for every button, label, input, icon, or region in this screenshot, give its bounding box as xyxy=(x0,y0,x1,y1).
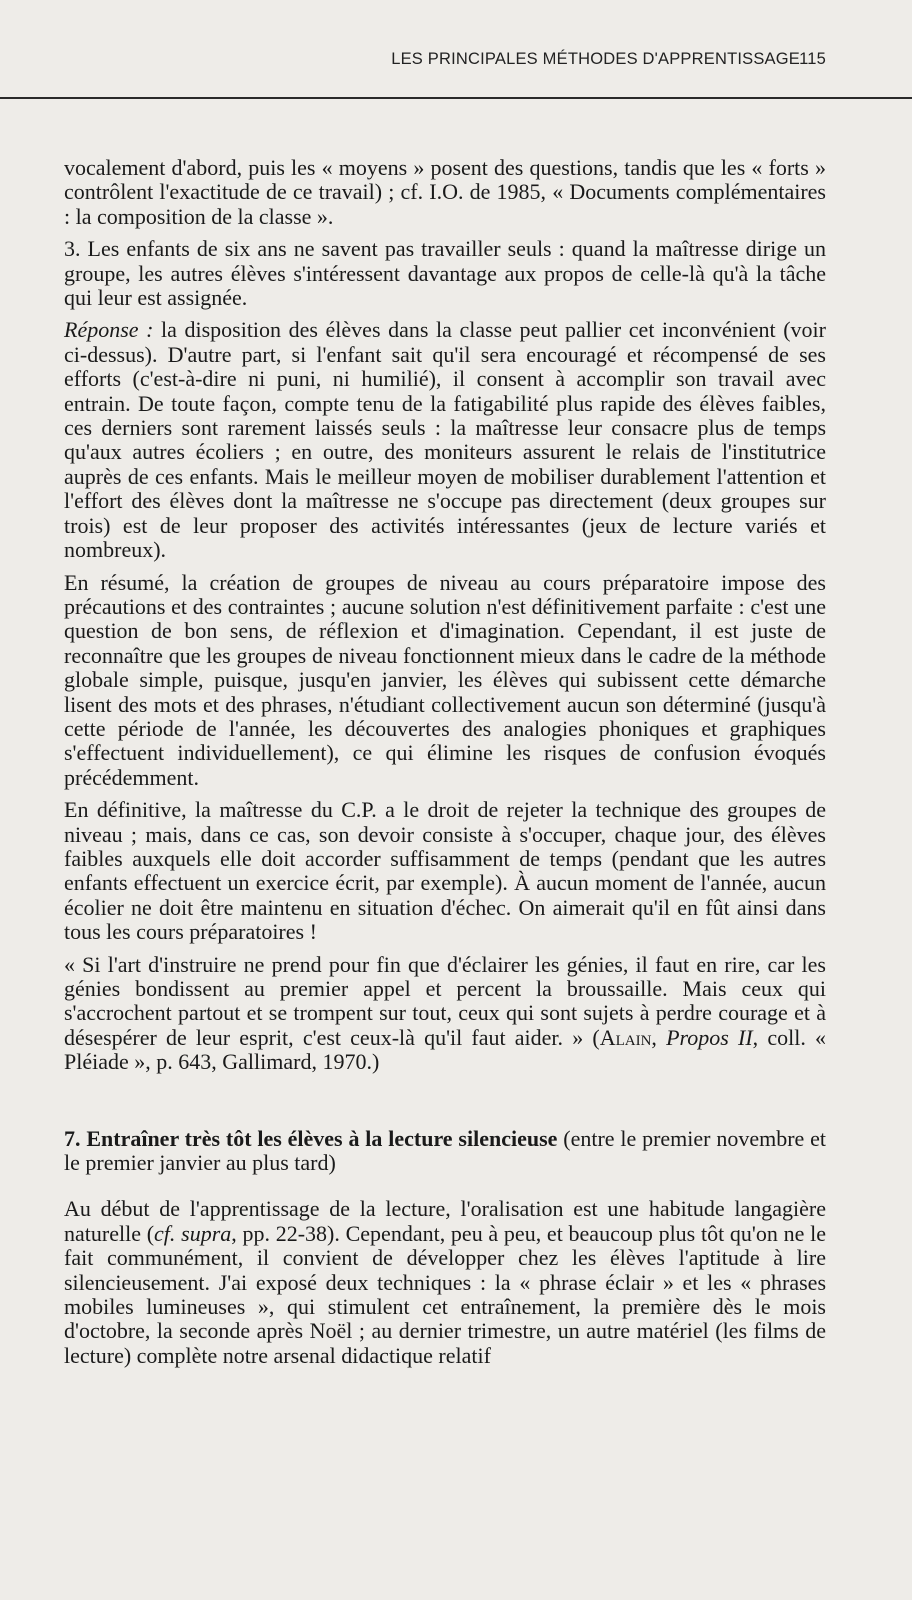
section-heading xyxy=(64,1127,826,1176)
running-header xyxy=(0,44,912,84)
cf-supra: cf. supra xyxy=(154,1220,232,1246)
quote-sep: , xyxy=(651,1024,667,1050)
header-rule xyxy=(0,97,912,99)
main-text xyxy=(64,156,826,1368)
paragraph xyxy=(64,1197,826,1368)
reponse-label: Réponse : xyxy=(64,317,154,343)
paragraph: En définitive, la maîtresse du C.P. a le droit de rejeter la technique des groupes de niveau ; mais, dans ce cas, son devoir consiste à s'occuper, chaque jour, des élèves faibles auxquels elle doit accorder suffisamment de temps (pendant que les autres enfants effectuent un exercice écrit, par exemple). À aucun moment de l'année, aucun écolier ne doit être maintenu en situation d'échec. On aimerait qu'il en fût ainsi dans tous les cours préparatoires ! xyxy=(64,797,826,945)
paragraph: vocalement d'abord, puis les « moyens » posent des questions, tandis que les « forts » contrôlent l'exactitude de ce travail) ; cf. I.O. de 1985, « Documents complémentaires : la composition de la classe ». xyxy=(64,155,826,229)
quote-work: Propos II xyxy=(666,1024,753,1050)
running-title: LES PRINCIPALES MÉTHODES D'APPRENTISSAGE xyxy=(391,50,800,68)
quote-author: Alain xyxy=(599,1024,652,1050)
quote-text: « Si l'art d'instruire ne prend pour fin que d'éclairer les génies, il faut en rire, car les génies bondissent au premier appel et percent la broussaille. Mais ceux qui s'accrochent partout et se trompent sur tout, ceux qui sont sujets à perdre courage et à désespérer de leur esprit, c'est ceux-là qu'il faut aider. » ( xyxy=(64,951,826,1050)
text-run: , pp. 22-38). Cependant, peu à peu, et beaucoup plus tôt qu'on ne le fait communément, il convient de développer chez les élèves l'aptitude à lire silencieusement. J'ai exposé deux techniques : la « phrase éclair » et les « phrases mobiles lumineuses », qui stimulent cet entraînement, la première dès le mois d'octobre, la seconde après Noël ; au dernier trimestre, un autre matériel (les films de lecture) complète notre arsenal didactique relatif xyxy=(64,1220,827,1368)
section-subtitle: (entre le premier novembre et le premier janvier au plus tard) xyxy=(64,1125,826,1176)
quote-rest: , coll. « Pléiade », p. 643, Gallimard, 1970.) xyxy=(64,1024,826,1075)
paragraph xyxy=(64,318,826,562)
quotation xyxy=(64,953,826,1075)
paragraph: 3. Les enfants de six ans ne savent pas travailler seuls : quand la maîtresse dirige un groupe, les autres élèves s'intéressent davantage aux propos de celle-là qu'à la tâche qui leur est assignée. xyxy=(64,236,826,311)
page-number: 115 xyxy=(799,50,826,68)
section-title: 7. Entraîner très tôt les élèves à la lecture silencieuse xyxy=(64,1125,558,1151)
text-run: Au début de l'apprentissage de la lecture, l'oralisation est une habitude langagière naturelle ( xyxy=(64,1196,826,1246)
paragraph: En résumé, la création de groupes de niveau au cours préparatoire impose des précautions et des contraintes ; aucune solution n'est définitivement parfaite : c'est une question de bon sens, de réflexion et d'imagination. Cependant, il est juste de reconnaître que les groupes de niveau fonctionnent mieux dans le cadre de la méthode globale simple, puisque, jusqu'en janvier, les élèves qui subissent cette démarche lisent des mots et des phrases, n'étudiant collectivement aucun son déterminé (jusqu'à cette période de l'année, les découvertes des analogies phoniques et graphiques s'effectuent individuellement), ce qui élimine les risques de confusion évoqués précédemment. xyxy=(64,569,826,790)
reponse-text: la disposition des élèves dans la classe peut pallier cet inconvénient (voir ci-dessus). D'autre part, si l'enfant sait qu'il sera encouragé et récompensé de ses efforts (c'est-à-dire ni puni, ni humilié), il consent à accomplir son travail avec entrain. De toute façon, compte tenu de la fatigabilité plus rapide des élèves faibles, ces derniers sont rarement laissés seuls : la maîtresse leur consacre plus de temps qu'aux autres écoliers ; en outre, des moniteurs assurent le relais de l'institutrice auprès de ces enfants. Mais le meilleur moyen de mobiliser durablement l'attention et l'effort des élèves dont la maîtresse ne s'occupe pas directement (deux groupes sur trois) est de leur proposer des activités intéressantes (jeux de lecture variés et nombreux). xyxy=(64,317,826,563)
